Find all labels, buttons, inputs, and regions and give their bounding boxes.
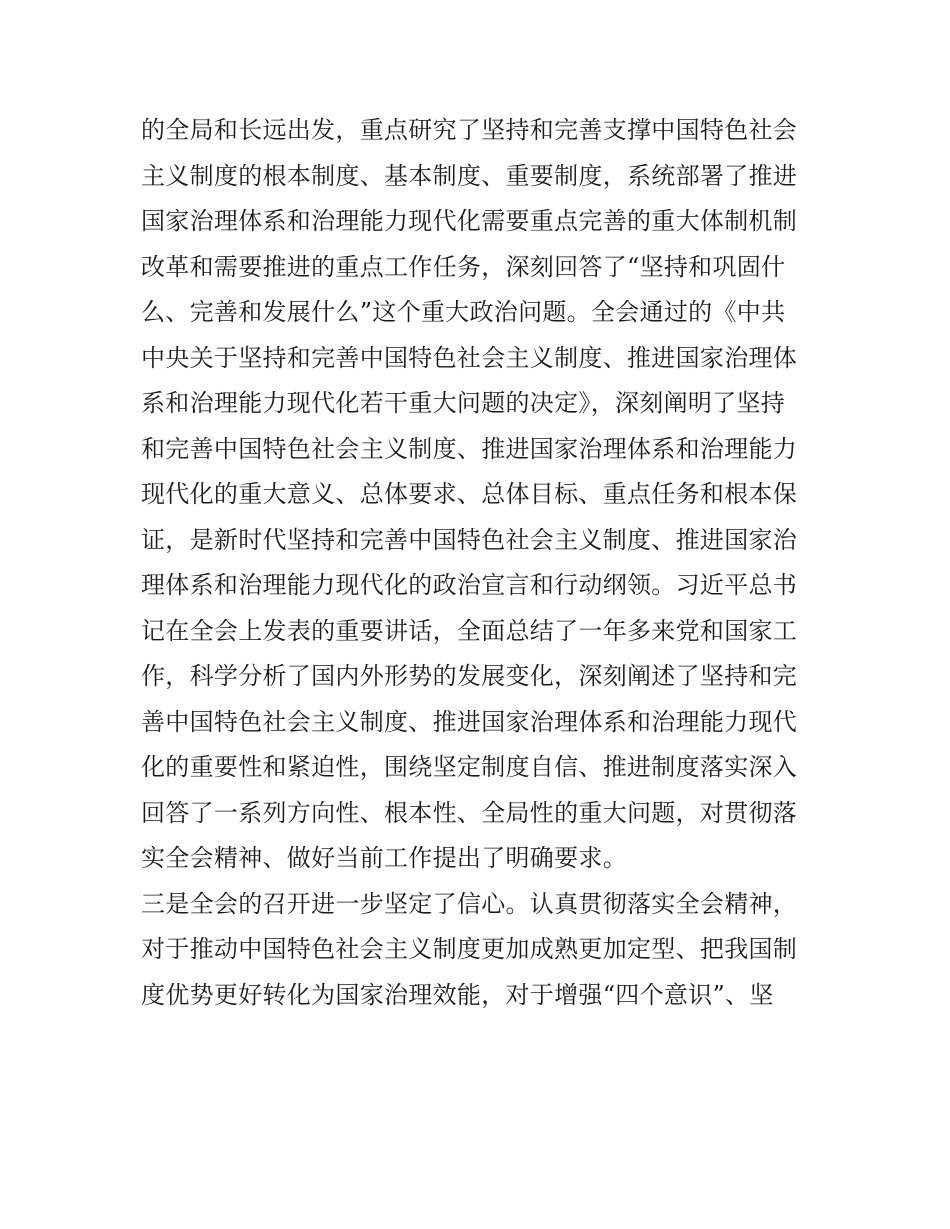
text-line: 回答了一系列方向性、根本性、全局性的重大问题，对贯彻落 [141, 798, 798, 827]
text-line: 善中国特色社会主义制度、推进国家治理体系和治理能力现代 [141, 707, 798, 736]
body-text [141, 108, 821, 1018]
text-line: 度优势更好转化为国家治理效能，对于增强“四个意识”、坚 [141, 980, 774, 1009]
text-line: 的全局和长远出发，重点研究了坚持和完善支撑中国特色社会 [141, 116, 798, 144]
text-line: 化的重要性和紧迫性，围绕坚定制度自信、推进制度落实深入 [141, 753, 798, 781]
text-line: 理体系和治理能力现代化的政治宣言和行动纲领。习近平总书 [141, 571, 798, 599]
text-line: 实全会精神、做好当前工作提出了明确要求。 [141, 844, 627, 872]
text-line: 和完善中国特色社会主义制度、推进国家治理体系和治理能力 [141, 434, 798, 463]
text-line: 主义制度的根本制度、基本制度、重要制度，系统部署了推进 [141, 161, 798, 190]
text-line: 记在全会上发表的重要讲话，全面总结了一年多来党和国家工 [141, 616, 798, 645]
text-line: 作，科学分析了国内外形势的发展变化，深刻阐述了坚持和完 [141, 662, 798, 690]
text-line: 国家治理体系和治理能力现代化需要重点完善的重大体制机制 [141, 207, 798, 235]
text-line: 三是全会的召开进一步坚定了信心。认真贯彻落实全会精神， [141, 889, 798, 918]
text-line: 系和治理能力现代化若干重大问题的决定》，深刻阐明了坚持 [141, 389, 786, 417]
text-line: 中央关于坚持和完善中国特色社会主义制度、推进国家治理体 [141, 343, 798, 372]
text-line: 证，是新时代坚持和完善中国特色社会主义制度、推进国家治 [141, 525, 798, 554]
text-line: 改革和需要推进的重点工作任务，深刻回答了“坚持和巩固什 [141, 252, 786, 281]
text-line: 对于推动中国特色社会主义制度更加成熟更加定型、把我国制 [141, 935, 798, 963]
text-line: 么、完善和发展什么”这个重大政治问题。全会通过的《中共 [141, 298, 786, 326]
text-line: 现代化的重大意义、总体要求、总体目标、重点任务和根本保 [141, 480, 798, 508]
